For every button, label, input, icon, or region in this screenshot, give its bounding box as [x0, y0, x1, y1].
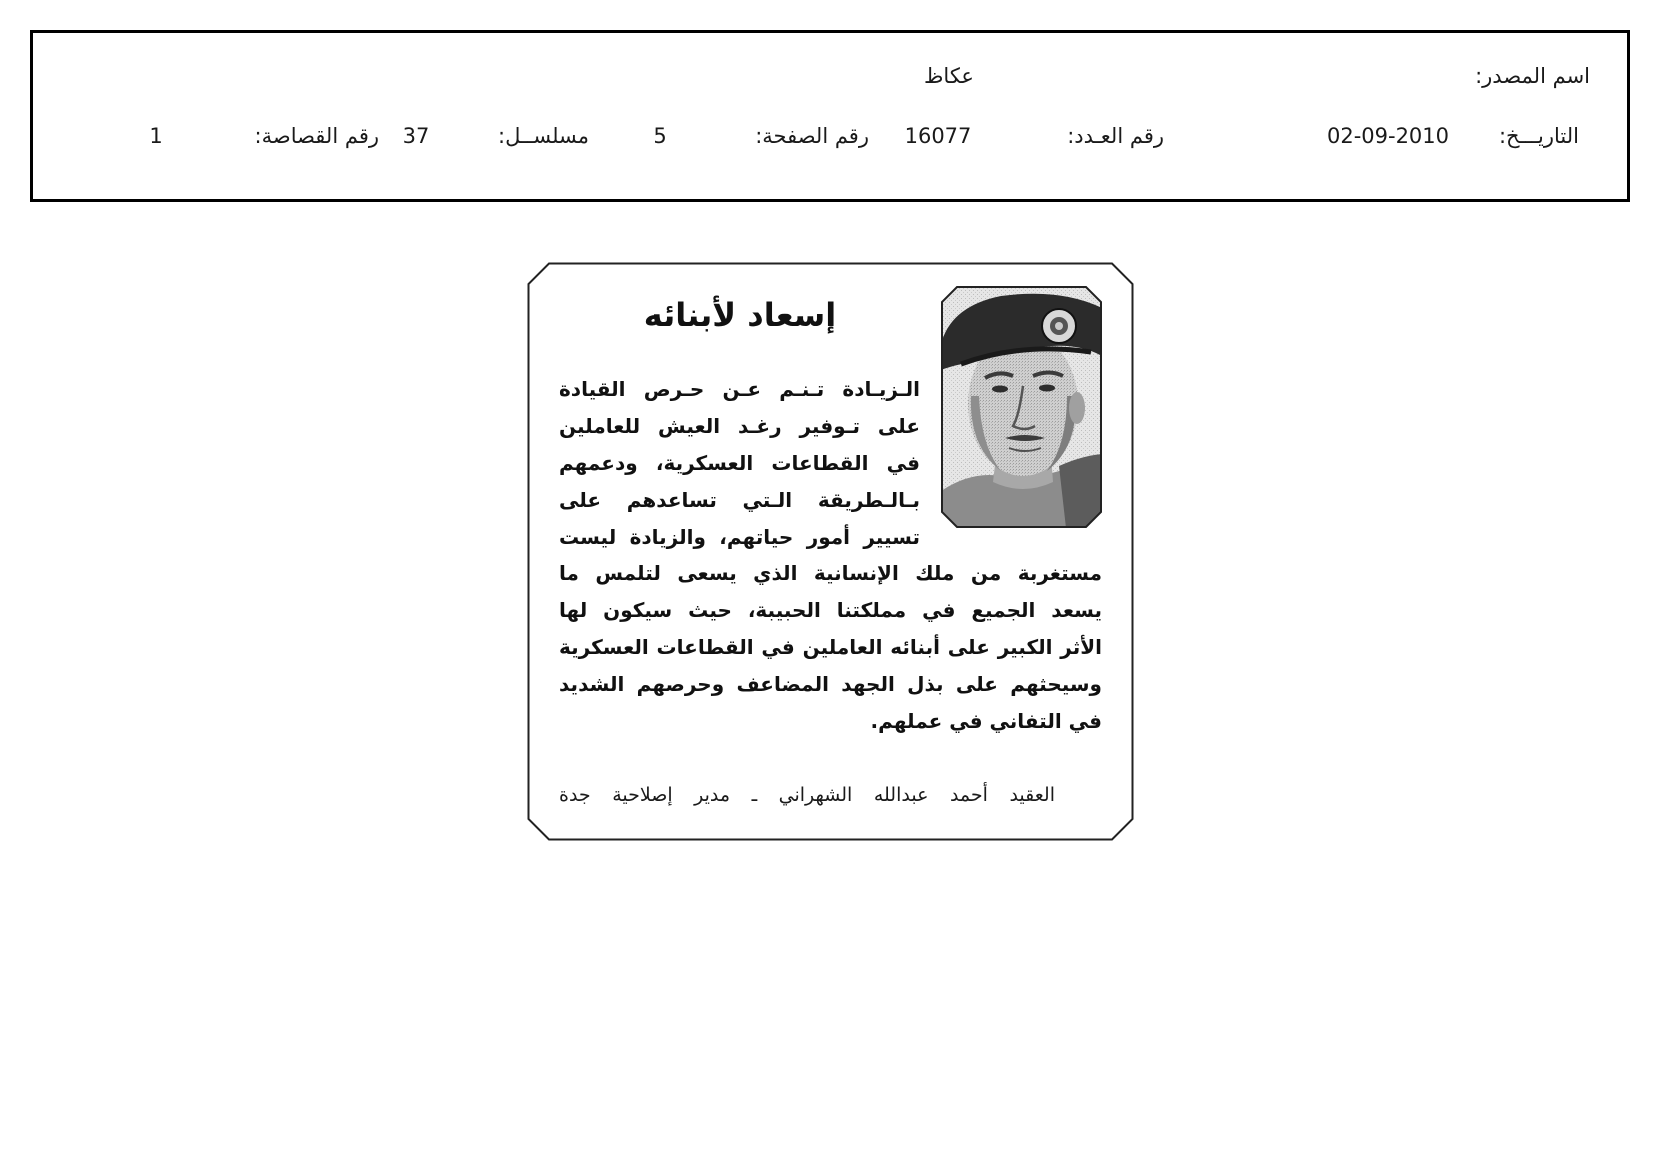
clipping-metadata-box — [30, 30, 1630, 202]
article-line: بـالـطريقة الـتي تساعدهم على — [559, 488, 920, 512]
clip-number-value: 1 — [149, 124, 163, 148]
page-number-value: 5 — [653, 124, 667, 148]
source-value: عكاظ — [924, 64, 974, 88]
issue-number-label: رقم العـدد: — [1067, 124, 1164, 148]
article-line: وسيحثهم على بذل الجهد المضاعف وحرصهم الشديد — [559, 672, 1102, 696]
article-line: يسعد الجميع في مملكتنا الحبيبة، حيث سيكون لها — [559, 598, 1102, 622]
page-number-label: رقم الصفحة: — [755, 124, 869, 148]
article-line: على تـوفير رغـد العيش للعاملين — [559, 414, 920, 438]
left-eye — [992, 386, 1008, 393]
right-eye — [1039, 385, 1055, 392]
serial-label: مسلســل: — [498, 124, 589, 148]
article-title: إسعاد لأبنائه — [643, 296, 837, 334]
serial-value: 37 — [402, 124, 430, 148]
article-line: تسيير أمور حياتهم، والزيادة ليست — [559, 525, 920, 549]
article-line: مستغربة من ملك الإنسانية الذي يسعى لتلمس ما — [559, 561, 1102, 585]
issue-number-value: 16077 — [904, 124, 972, 148]
article-line: في القطاعات العسكرية، ودعمهم — [559, 451, 920, 475]
author-signature: العقيد أحمد عبدالله الشهراني ـ مدير إصلاحية جدة — [559, 784, 1055, 806]
date-label: التاريـــخ: — [1498, 124, 1579, 148]
source-label: اسم المصدر: — [1475, 64, 1590, 88]
article-line: الأثر الكبير على أبنائه العاملين في القطاعات العسكرية — [559, 635, 1102, 659]
article-line: الـزيـادة تـنـم عـن حـرص القيادة — [559, 377, 920, 401]
article-line: في التفاني في عملهم. — [870, 709, 1102, 733]
clip-number-label: رقم القصاصة: — [254, 124, 379, 148]
author-portrait-photo — [941, 286, 1102, 528]
ear — [1069, 392, 1085, 424]
date-value: 02-09-2010 — [1326, 124, 1450, 148]
